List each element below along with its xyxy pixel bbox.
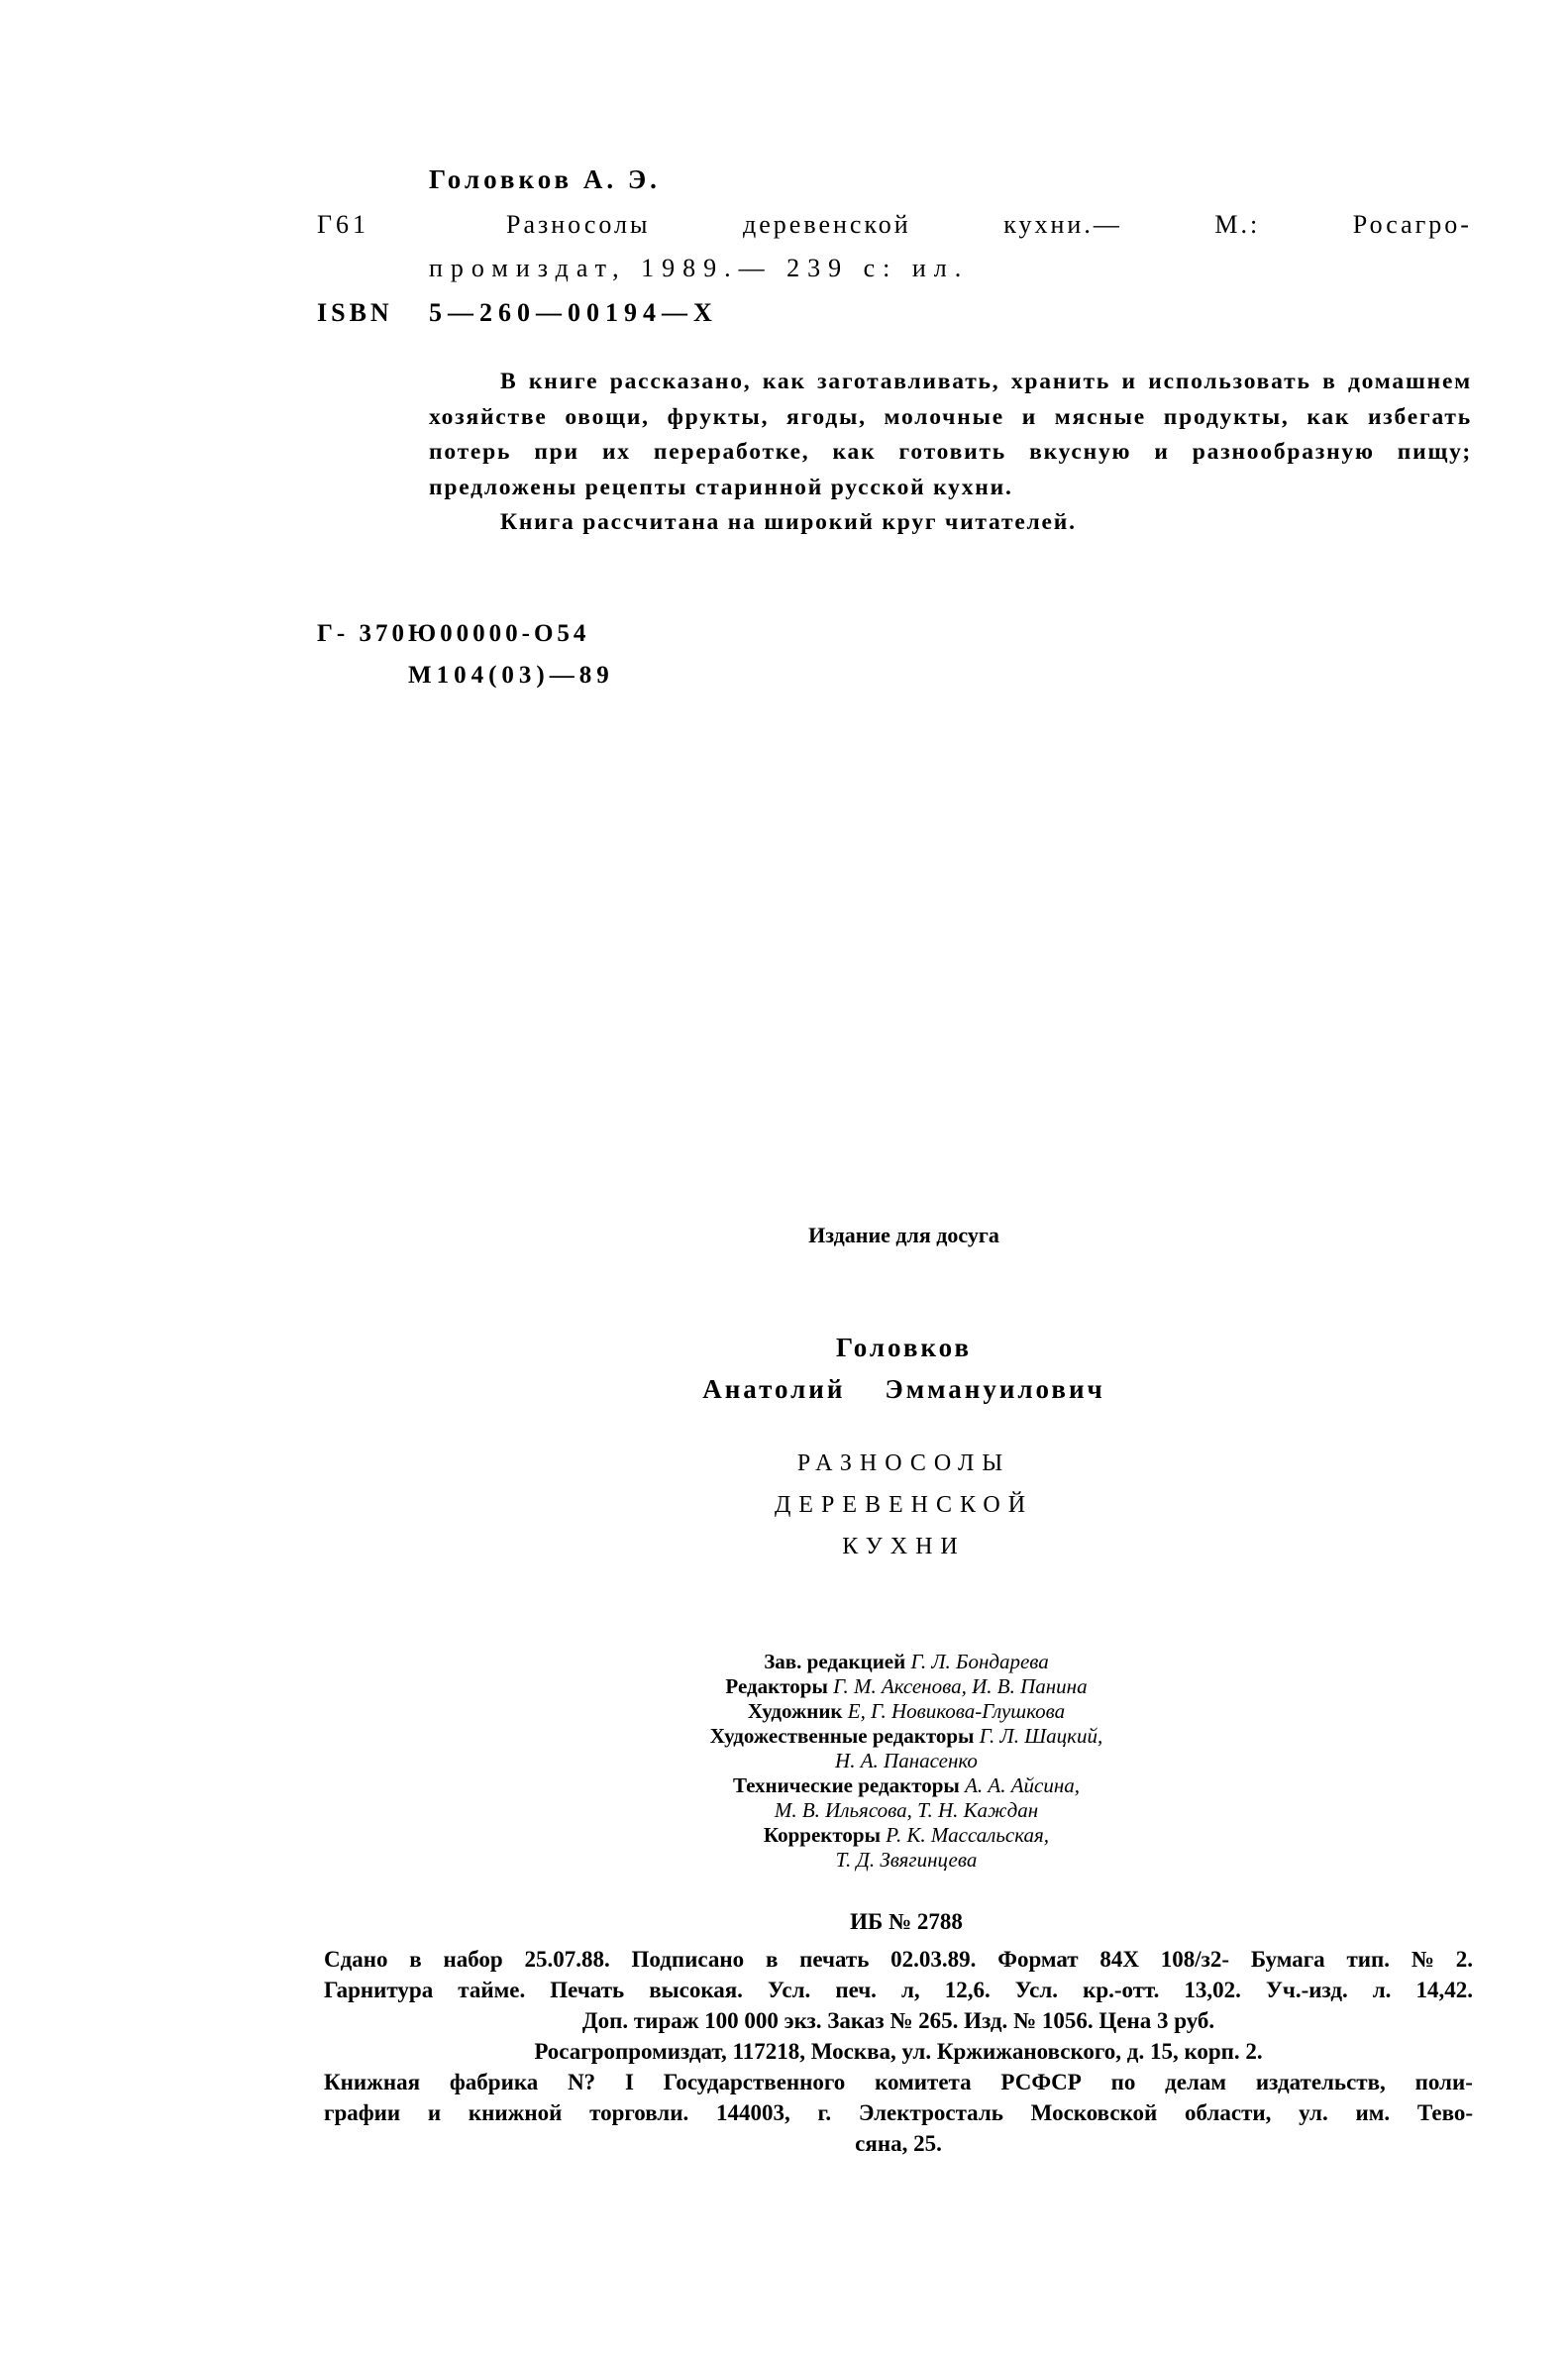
imprint-word: тип. bbox=[1346, 1947, 1391, 1972]
colophon-author-surname: Головков bbox=[835, 1333, 973, 1362]
imprint-word: делам bbox=[1165, 2070, 1227, 2094]
colophon-patronymic: Эммануилович bbox=[885, 1374, 1105, 1404]
credit-role: Корректоры bbox=[763, 1823, 881, 1847]
catalog-title-word: деревенской bbox=[743, 210, 911, 239]
imprint-word: л. bbox=[1372, 1978, 1392, 2002]
imprint-word: ул. bbox=[1299, 2100, 1328, 2125]
credit-role: Технические редакторы bbox=[732, 1773, 960, 1797]
imprint-word: N? bbox=[568, 2070, 596, 2094]
annotation-paragraph: В книге рассказано, как заготавливать, хранить и использовать в домашнем хозяйстве овощи, фрукты, ягоды, молочные и мясные продукты, как избегать потерь при их переработке, как готовить вкусную и разнообразную пищу; предложены рецепты старинной русской кухни. bbox=[429, 369, 1472, 500]
catalog-title-word: М.: bbox=[1214, 210, 1261, 239]
catalog-title-word: кухни.— bbox=[1003, 210, 1122, 239]
credit-person: Р. К. Массальская, bbox=[886, 1823, 1050, 1847]
imprint-word: комитета bbox=[875, 2070, 972, 2094]
imprint-word: 144003, bbox=[715, 2100, 790, 2125]
imprint-word: Бумага bbox=[1250, 1947, 1325, 1972]
imprint-word: Гарнитура bbox=[324, 1978, 434, 2002]
catalog-code-line2: М104(03)—89 bbox=[408, 662, 614, 689]
imprint-line bbox=[324, 1944, 1473, 1975]
imprint-word: и bbox=[427, 2100, 442, 2125]
imprint-word: набор bbox=[443, 1947, 503, 1972]
imprint-word: 2. bbox=[1455, 1947, 1473, 1972]
imprint-word: Усл. bbox=[767, 1978, 811, 2002]
imprint-word: высокая. bbox=[649, 1978, 743, 2002]
imprint-word: л, bbox=[900, 1978, 920, 2002]
imprint-word: 14,42. bbox=[1415, 1978, 1473, 2002]
annotation-paragraph: Книга рассчитана на широкий круг читателей. bbox=[500, 509, 1077, 535]
isbn-label: ISBN bbox=[317, 298, 393, 327]
imprint-word: графии bbox=[324, 2100, 401, 2125]
imprint-word: фабрика bbox=[449, 2070, 539, 2094]
credit-row bbox=[0, 1749, 1568, 1773]
imprint-word: печ. bbox=[835, 1978, 877, 2002]
credit-person: Г. Л. Бондарева bbox=[910, 1650, 1049, 1673]
imprint-line: сяна, 25. bbox=[855, 2131, 942, 2156]
catalog-code-line1: Г- 370Ю00000-О54 bbox=[317, 620, 590, 647]
credit-row bbox=[0, 1798, 1568, 1823]
imprint-word: Усл. bbox=[1014, 1978, 1059, 2002]
imprint-word: Книжная bbox=[324, 2070, 421, 2094]
credit-row bbox=[0, 1699, 1568, 1724]
imprint-word: кр.-отт. bbox=[1083, 1978, 1160, 2002]
imprint-line bbox=[324, 2067, 1473, 2097]
imprint-word: Подписано bbox=[631, 1947, 745, 1972]
colophon-title-line: КУХНИ bbox=[842, 1534, 966, 1559]
imprint-word: г. bbox=[817, 2100, 832, 2125]
annotation bbox=[429, 365, 1472, 541]
imprint-word: торговли. bbox=[589, 2100, 689, 2125]
imprint-word: в bbox=[765, 1947, 779, 1972]
credit-row bbox=[0, 1773, 1568, 1798]
imprint-word: Государственного bbox=[663, 2070, 846, 2094]
imprint-word: 12,6. bbox=[944, 1978, 991, 2002]
imprint-line bbox=[324, 2097, 1473, 2128]
colophon-author-name bbox=[0, 1374, 1568, 1405]
credit-role: Художественные редакторы bbox=[709, 1724, 975, 1748]
imprint-word: тайме. bbox=[458, 1978, 526, 2002]
imprint bbox=[324, 1944, 1473, 2159]
imprint-word: поли- bbox=[1414, 2070, 1473, 2094]
credit-person: М. В. Ильясова, Т. Н. Каждан bbox=[774, 1798, 1039, 1822]
catalog-title-word: Росагро- bbox=[1352, 210, 1472, 239]
ib-number: ИБ № 2788 bbox=[850, 1909, 963, 1934]
imprint-word: Сдано bbox=[324, 1947, 388, 1972]
imprint-word: 02.03.89. bbox=[890, 1947, 977, 1972]
imprint-word: издательств, bbox=[1255, 2070, 1386, 2094]
catalog-title-line2: промиздат, 1989.— 239 с: ил. bbox=[429, 254, 970, 282]
credit-row bbox=[0, 1724, 1568, 1749]
catalog-title-word: Разносолы bbox=[506, 210, 651, 239]
imprint-word: Формат bbox=[997, 1947, 1079, 1972]
imprint-word: 13,02. bbox=[1184, 1978, 1241, 2002]
imprint-word: им. bbox=[1355, 2100, 1391, 2125]
credit-role: Художник bbox=[747, 1699, 843, 1723]
credit-person: А. А. Айсина, bbox=[965, 1773, 1081, 1797]
edition-note: Издание для досуга bbox=[808, 1223, 999, 1247]
isbn-value: 5—260—00194—X bbox=[429, 298, 718, 327]
credit-row bbox=[0, 1848, 1568, 1873]
imprint-word: Уч.-изд. bbox=[1265, 1978, 1348, 2002]
imprint-word: книжной bbox=[468, 2100, 563, 2125]
imprint-word: Московской bbox=[1030, 2100, 1158, 2125]
imprint-word: Печать bbox=[550, 1978, 625, 2002]
imprint-word: № bbox=[1411, 1947, 1434, 1972]
credit-person: Е, Г. Новикова-Глушкова bbox=[847, 1699, 1066, 1723]
imprint-word: РСФСР bbox=[1000, 2070, 1082, 2094]
catalog-title-line1 bbox=[506, 210, 1472, 240]
imprint-word: печать bbox=[799, 1947, 870, 1972]
imprint-word: по bbox=[1110, 2070, 1136, 2094]
credit-row bbox=[0, 1650, 1568, 1674]
credit-person: Н. А. Панасенко bbox=[835, 1749, 978, 1772]
imprint-word: 84Х bbox=[1099, 1947, 1140, 1972]
imprint-word: области, bbox=[1185, 2100, 1272, 2125]
credit-person: Г. Л. Шацкий, bbox=[979, 1724, 1103, 1748]
credit-role: Редакторы bbox=[725, 1674, 828, 1698]
credit-person: Г. М. Аксенова, И. В. Панина bbox=[833, 1674, 1088, 1698]
colophon-title-line: РАЗНОСОЛЫ bbox=[796, 1450, 1011, 1476]
credit-row bbox=[0, 1823, 1568, 1848]
catalog-author: Головков А. Э. bbox=[429, 164, 661, 194]
credit-row bbox=[0, 1674, 1568, 1699]
catalog-class-code: Г61 bbox=[317, 210, 370, 239]
imprint-word: I bbox=[625, 2070, 634, 2094]
imprint-word: Тево- bbox=[1416, 2100, 1473, 2125]
imprint-word: в bbox=[409, 1947, 422, 1972]
colophon-first-name: Анатолий bbox=[702, 1374, 846, 1404]
imprint-line bbox=[324, 1975, 1473, 2005]
imprint-word: 25.07.88. bbox=[524, 1947, 610, 1972]
imprint-word: 108/з2- bbox=[1160, 1947, 1230, 1972]
imprint-line: Росагропромиздат, 117218, Москва, ул. Кржижановского, д. 15, корп. 2. bbox=[534, 2039, 1263, 2064]
credit-person: Т. Д. Звягинцева bbox=[835, 1848, 978, 1872]
colophon-title-line: ДЕРЕВЕНСКОЙ bbox=[774, 1492, 1034, 1518]
credits bbox=[0, 1650, 1568, 1873]
credit-role: Зав. редакцией bbox=[764, 1650, 906, 1673]
imprint-line: Доп. тираж 100 000 экз. Заказ № 265. Изд. № 1056. Цена 3 руб. bbox=[581, 2008, 1215, 2033]
imprint-word: Электросталь bbox=[858, 2100, 1003, 2125]
